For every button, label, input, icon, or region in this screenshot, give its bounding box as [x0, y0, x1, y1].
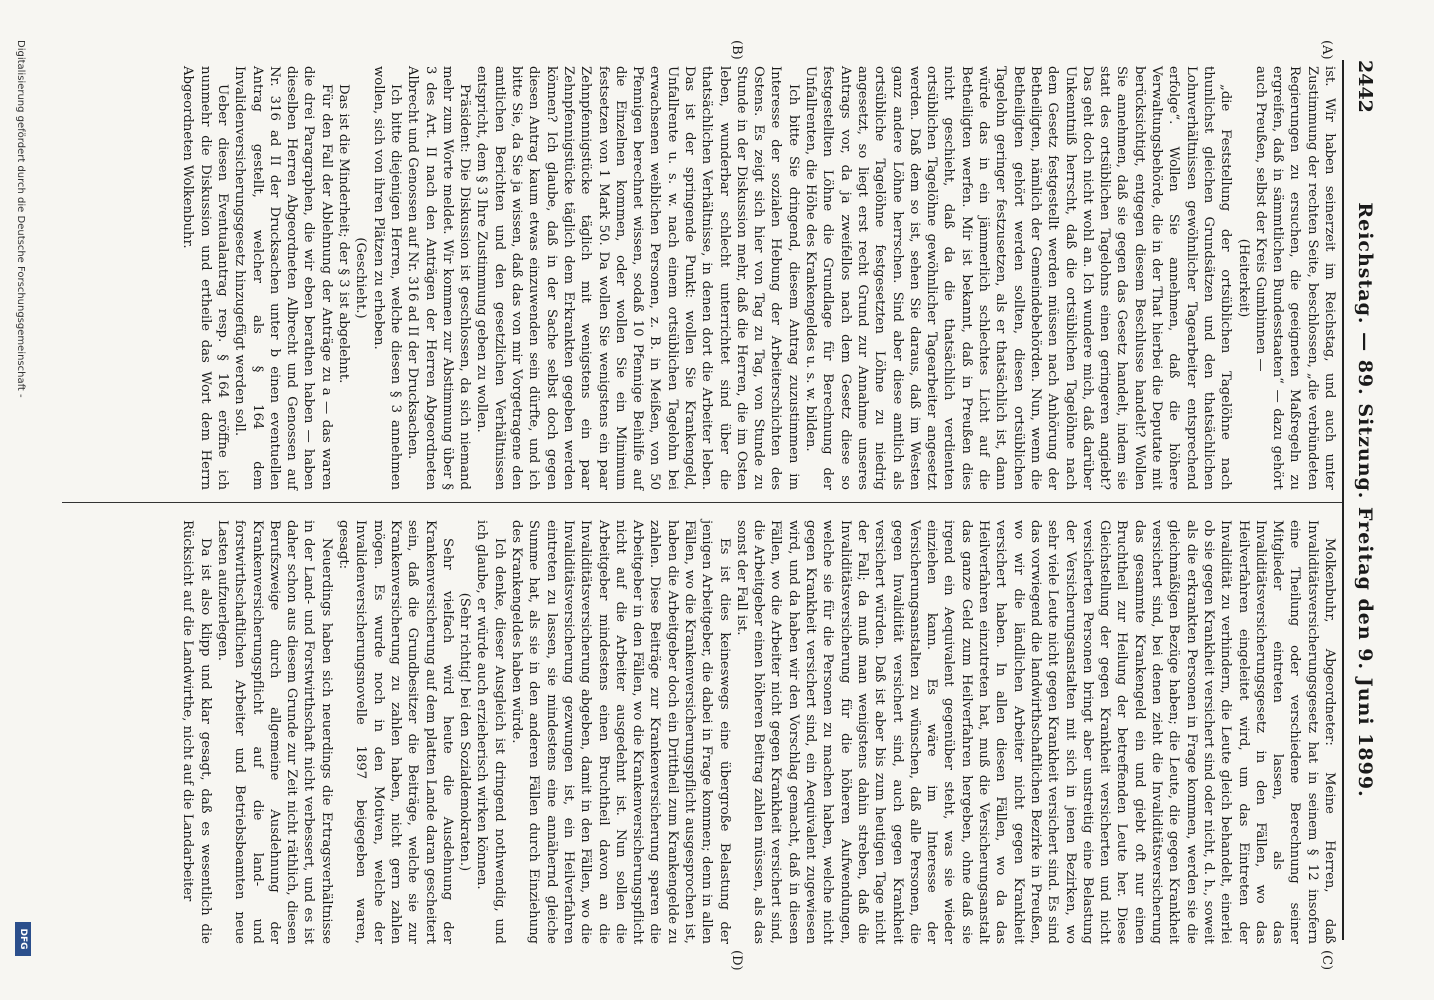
paragraph: Molkenbuhr, Abgeordneter: Meine Herren, daß Invaliditätsversicherungsgesetz hat in seinem § 12 insofern eine Theilung oder verschiedene Berechnung seiner Mitglieder eintreten lassen, als das Invaliditätsversicherungsgesetz in den Fällen, wo das Heilverfahren eingeleitet wird, um das Eintreten der Invalidität zu verhindern, die Leute gleich behandelt, einerlei ob sie gegen Krankheit versichert sind oder nicht, d. h., soweit als die erkrankten Personen in Frage kommen, werden sie die gleichmäßigen Bezüge haben; die Leute, die gegen Krankheit versichert sind, bei denen zieht die Invaliditätsversicherung das gesammte Krankengeld ein und giebt oft nur einen Bruchtheil zur Heilung der betreffenden Leute her. Diese Gleichstellung der gegen Krankheit versicherten und nicht versicherten Personen bringt aber unstreitig eine Belastung der Versicherungsanstalten mit sich in jenen Bezirken, wo sehr viele Leute nicht gegen Krankheit versichert sind. Es sind das vorwiegend die landwirthschaftlichen Bezirke in Preußen, wo wir die ländlichen Arbeiter nicht gegen Krankheit versichert haben. In allen diesen Fällen, wo da das Heilverfahren einzutreten hat, muß die Versicherungsanstalt das ganze Geld zum Heilverfahren hergeben, ohne daß sie irgend ein Aequivalent gegenüber steht, was sie wieder einziehen kann. Es wäre im Interesse der Versicherungsanstalten zu wünschen, daß alle Personen, die gegen Invalidität versichert sind, auch gegen Krankheit versichert würden. Daß ist aber bis zum heutigen Tage nicht der Fall; da muß man wenigstens dahin streben, daß die Invaliditätsversicherung für die höheren Aufwendungen, welche sie für die Personen zu machen haben, welche nicht gegen Krankheit versichert sind, ein Aequivalent zugewiesen wird, und da haben wir den Vorschlag gemacht, daß in diesen Fällen, wo die Arbeiter nicht gegen Krankheit versichert sind, die Arbeitgeber einen höheren Beitrag zahlen müssen, als das sonst der Fall ist. [733, 520, 1337, 944]
paragraph: „die Feststellung der ortsüblichen Tagelöhne nach thunlichst gleichen Grundsätzen und den thatsächlichen Lohnverhältnissen gewöhnlicher Tagearbeiter entsprechend erfolge“. Wollen Sie annehmen, daß die höhere Verwaltungsbehörde, die in der That hierbei die Deputate mit berücksichtigt, entgegen diesem Beschlusse handelt? Wollen Sie annehmen, daß sie gegen das Gesetz handelt, indem sie statt des ortsüblichen Tagelohns einen geringeren angiebt? Das geht doch nicht wohl an. Ich wundere mich, daß darüber Unkenntniß herrscht, daß die ortsüblichen Tagelöhne nach dem Gesetz festgestellt werden müssen nach Anhörung der Betheiligten, nämlich der Gemeindebehörden. Nun, wenn die Betheiligten gehört werden sollten, diesen ortsüblichen Tagelohn geringer festzusetzen, als er thatsächlich ist, dann würde das in ein jämmerlich schlechtes Licht auf die Betheiligten werfen. Mir ist bekannt, daß in Preußen dies nicht geschieht, daß da die thatsächlich verdienten ortsüblichen Tagelöhne gewöhnlicher Tagearbeiter angesetzt werden. Daß dem so ist, sehen Sie daraus, daß im Westen ganz andere Löhne herrschen. Sind aber diese amtlich als ortsübliche Tagelöhne festgesetzten Löhne zu niedrig angesetzt, so liegt erst recht Grund zur Annahme unseres Antrags vor, da ja zweifellos nach dem Gesetz diese so festgestellten Löhne die Grundlage für Berechnung der Unfallrenten, die Höhe des Krankengeldes u. s. w. bilden. [803, 66, 1234, 490]
paragraph: Sehr vielfach wird heute die Ausdehnung der Krankenversicherung auf dem platten Lande daran gescheitert sein, daß die Grundbesitzer die Beiträge, welche sie zur Krankenversicherung zu zahlen haben, nicht gern zahlen mögen. Es wurde noch in den Motiven, welche der Invalidenversicherungsnovelle 1897 beigegeben waren, gesagt: [336, 520, 455, 944]
quotation: Neuerdings haben sich neuerdings die Ertragsverhältnisse in der Land- und Forstwirthschaft nicht verbessert, und es ist daher schon aus diesem Grunde zur Zeit nicht räthlich, diesen Berufszweige durch allgemeine Ausdehnung der Krankenversicherungspflicht auf die land- und forstwirthschaftlichen Arbeiter und Betriebsbeamten neue Lasten aufzuerlegen. [215, 520, 334, 944]
header-rule [1342, 60, 1344, 940]
paragraph: Da ist also klipp und klar gesagt, daß es wesentlich die Rücksicht auf die Landwirthe, nicht auf die Landarbeiter [180, 520, 213, 944]
paragraph: Es ist dies keineswegs eine übergroße Belastung der jenigen Arbeitgeber, die dabei in Frage kommen; denn in allen Fällen, wo die Krankenversicherungspflicht ausgesprochen ist, haben die Arbeitgeber doch ein Drittheil zum Krankengelde zu zahlen. Diese Beiträge zur Krankenversicherung sparen die Arbeitgeber in den Fällen, wo die Krankenversicherungspflicht nicht auf die Arbeiter ausgedehnt ist. Nun sollen die Arbeitgeber mindestens einen Bruchtheil davon an die Invaliditätsversicherung abgeben, damit in den Fällen, wo die Invaliditätsversicherung gezwungen ist, ein Heilverfahren eintreten zu lassen, sie mindestens eine annähernd gleiche Summe hat, als sie in den anderen Fällen durch Einziehung des Krankengeldes haben würde. [509, 520, 732, 944]
left-column [179, 66, 1338, 490]
running-title: Reichstag. — 89. Sitzung. Freitag den 9. Juni 1899. [1354, 202, 1376, 798]
digitization-credit: Digitalisierung gefördert durch die Deutsche Forschungsgemeinschaft - [15, 40, 26, 398]
paragraph: Ich denke, dieser Ausgleich ist dringend nothwendig, und ich glaube, er würde auch erzieherisch wirken können. [474, 520, 507, 944]
margin-marker-a: (A) [1319, 40, 1334, 60]
page-number: 2442 [1354, 60, 1376, 113]
paragraph: Für den Fall der Ablehnung der Anträge zu a — das waren die drei Paragraphen, die wir eben berathen haben — haben dieselben Herren Abgeordneten Albrecht und Genossen auf Nr. 316 ad II der Drucksachen unter b einen eventuellen Antrag gestellt, welcher als § 164 dem Invalidenversicherungsgesetz hinzugefügt werden soll. [232, 66, 334, 490]
margin-marker-b: (B) [729, 40, 744, 60]
paragraph: Das ist die Minderheit; der § 3 ist abgelehnt. [336, 84, 352, 384]
margin-marker-c: (C) [1319, 950, 1334, 971]
interjection: (Sehr richtig! bei den Sozialdemokraten.) [457, 592, 473, 872]
right-column [179, 520, 1338, 944]
interjection: (Heiterkeit) [1235, 238, 1251, 318]
page-header [1350, 60, 1376, 940]
dfg-logo: DFG [15, 922, 31, 956]
paragraph: Ueber diesen Eventualantrag resp. § 164 eröffne ich nunmehr die Diskussion und ertheile das Wort dem Herrn Abgeordneten Wolkenbuhr. [180, 66, 230, 490]
paragraph: Präsident: Die Diskussion ist geschlossen, da sich niemand mehr zum Worte meldet. Wir kommen zur Abstimmung über § 3 des Art. II nach den Anträgen der Herren Abgeordneten Albrecht und Genossen auf Nr. 316 ad II der Drucksachen. [405, 66, 473, 490]
paragraph: Ich bitte diejenigen Herren, welche diesen § 3 annehmen wollen, sich von ihren Plätzen zu erheben. [370, 66, 403, 490]
interjection: (Geschieht.) [353, 237, 369, 319]
column-divider [62, 502, 1342, 503]
paragraph: Ich bitte Sie dringend, diesem Antrag zuzustimmen im Interesse der sozialen Hebung der Arbeiterschichten des Ostens. Es zeigt sich hier von Tag zu Tag, von Stunde zu Stunde in der Diskussion mehr, daß die Herren, die im Osten leben, wunderbar schlecht unterrichtet sind über die thatsächlichen Verhältnisse, in denen dort die Arbeiter leben. Das ist der springende Punkt: wollen Sie Krankengeld, Unfallrente u. s. w. nach einem ortsüblichen Tagelohn bei erwachsenen weiblichen Personen, z. B. in Meißen, von 50 Pfennigen berechnet wissen, sodaß 10 Pfennige Beihilfe auf die Einzelnen kommen, oder wollen Sie ein Minimum festsetzen von 1 Mark 50. Da wollen Sie wenigstens ein paar Zehnpfennigstücke täglich mit wenigstens ein paar Zehnpfennigstücke täglich dem Erkrankten gegeben werden können? Ich glaube, daß in der Sache selbst doch gegen diesen Antrag kaum etwas einzuwenden sein dürfte, und ich bitte Sie, da Sie ja wissen, daß das von mir Vorgetragene den amtlichen Berichten und den gesetzlichen Verhältnissen entspricht, dem § 3 Ihre Zustimmung geben zu wollen. [474, 66, 801, 490]
paragraph: ist. Wir haben seinerzeit im Reichstag, und auch unter Zustimmung der rechten Seite, beschlossen, „die verbündeten Regierungen zu ersuchen, die geeigneten Maßregeln zu ergreifen, daß in sämmtlichen Bundesstaaten“ — dazu gehört auch Preußen, selbst der Kreis Gumbinnen — [1252, 66, 1337, 490]
margin-marker-d: (D) [729, 950, 744, 971]
